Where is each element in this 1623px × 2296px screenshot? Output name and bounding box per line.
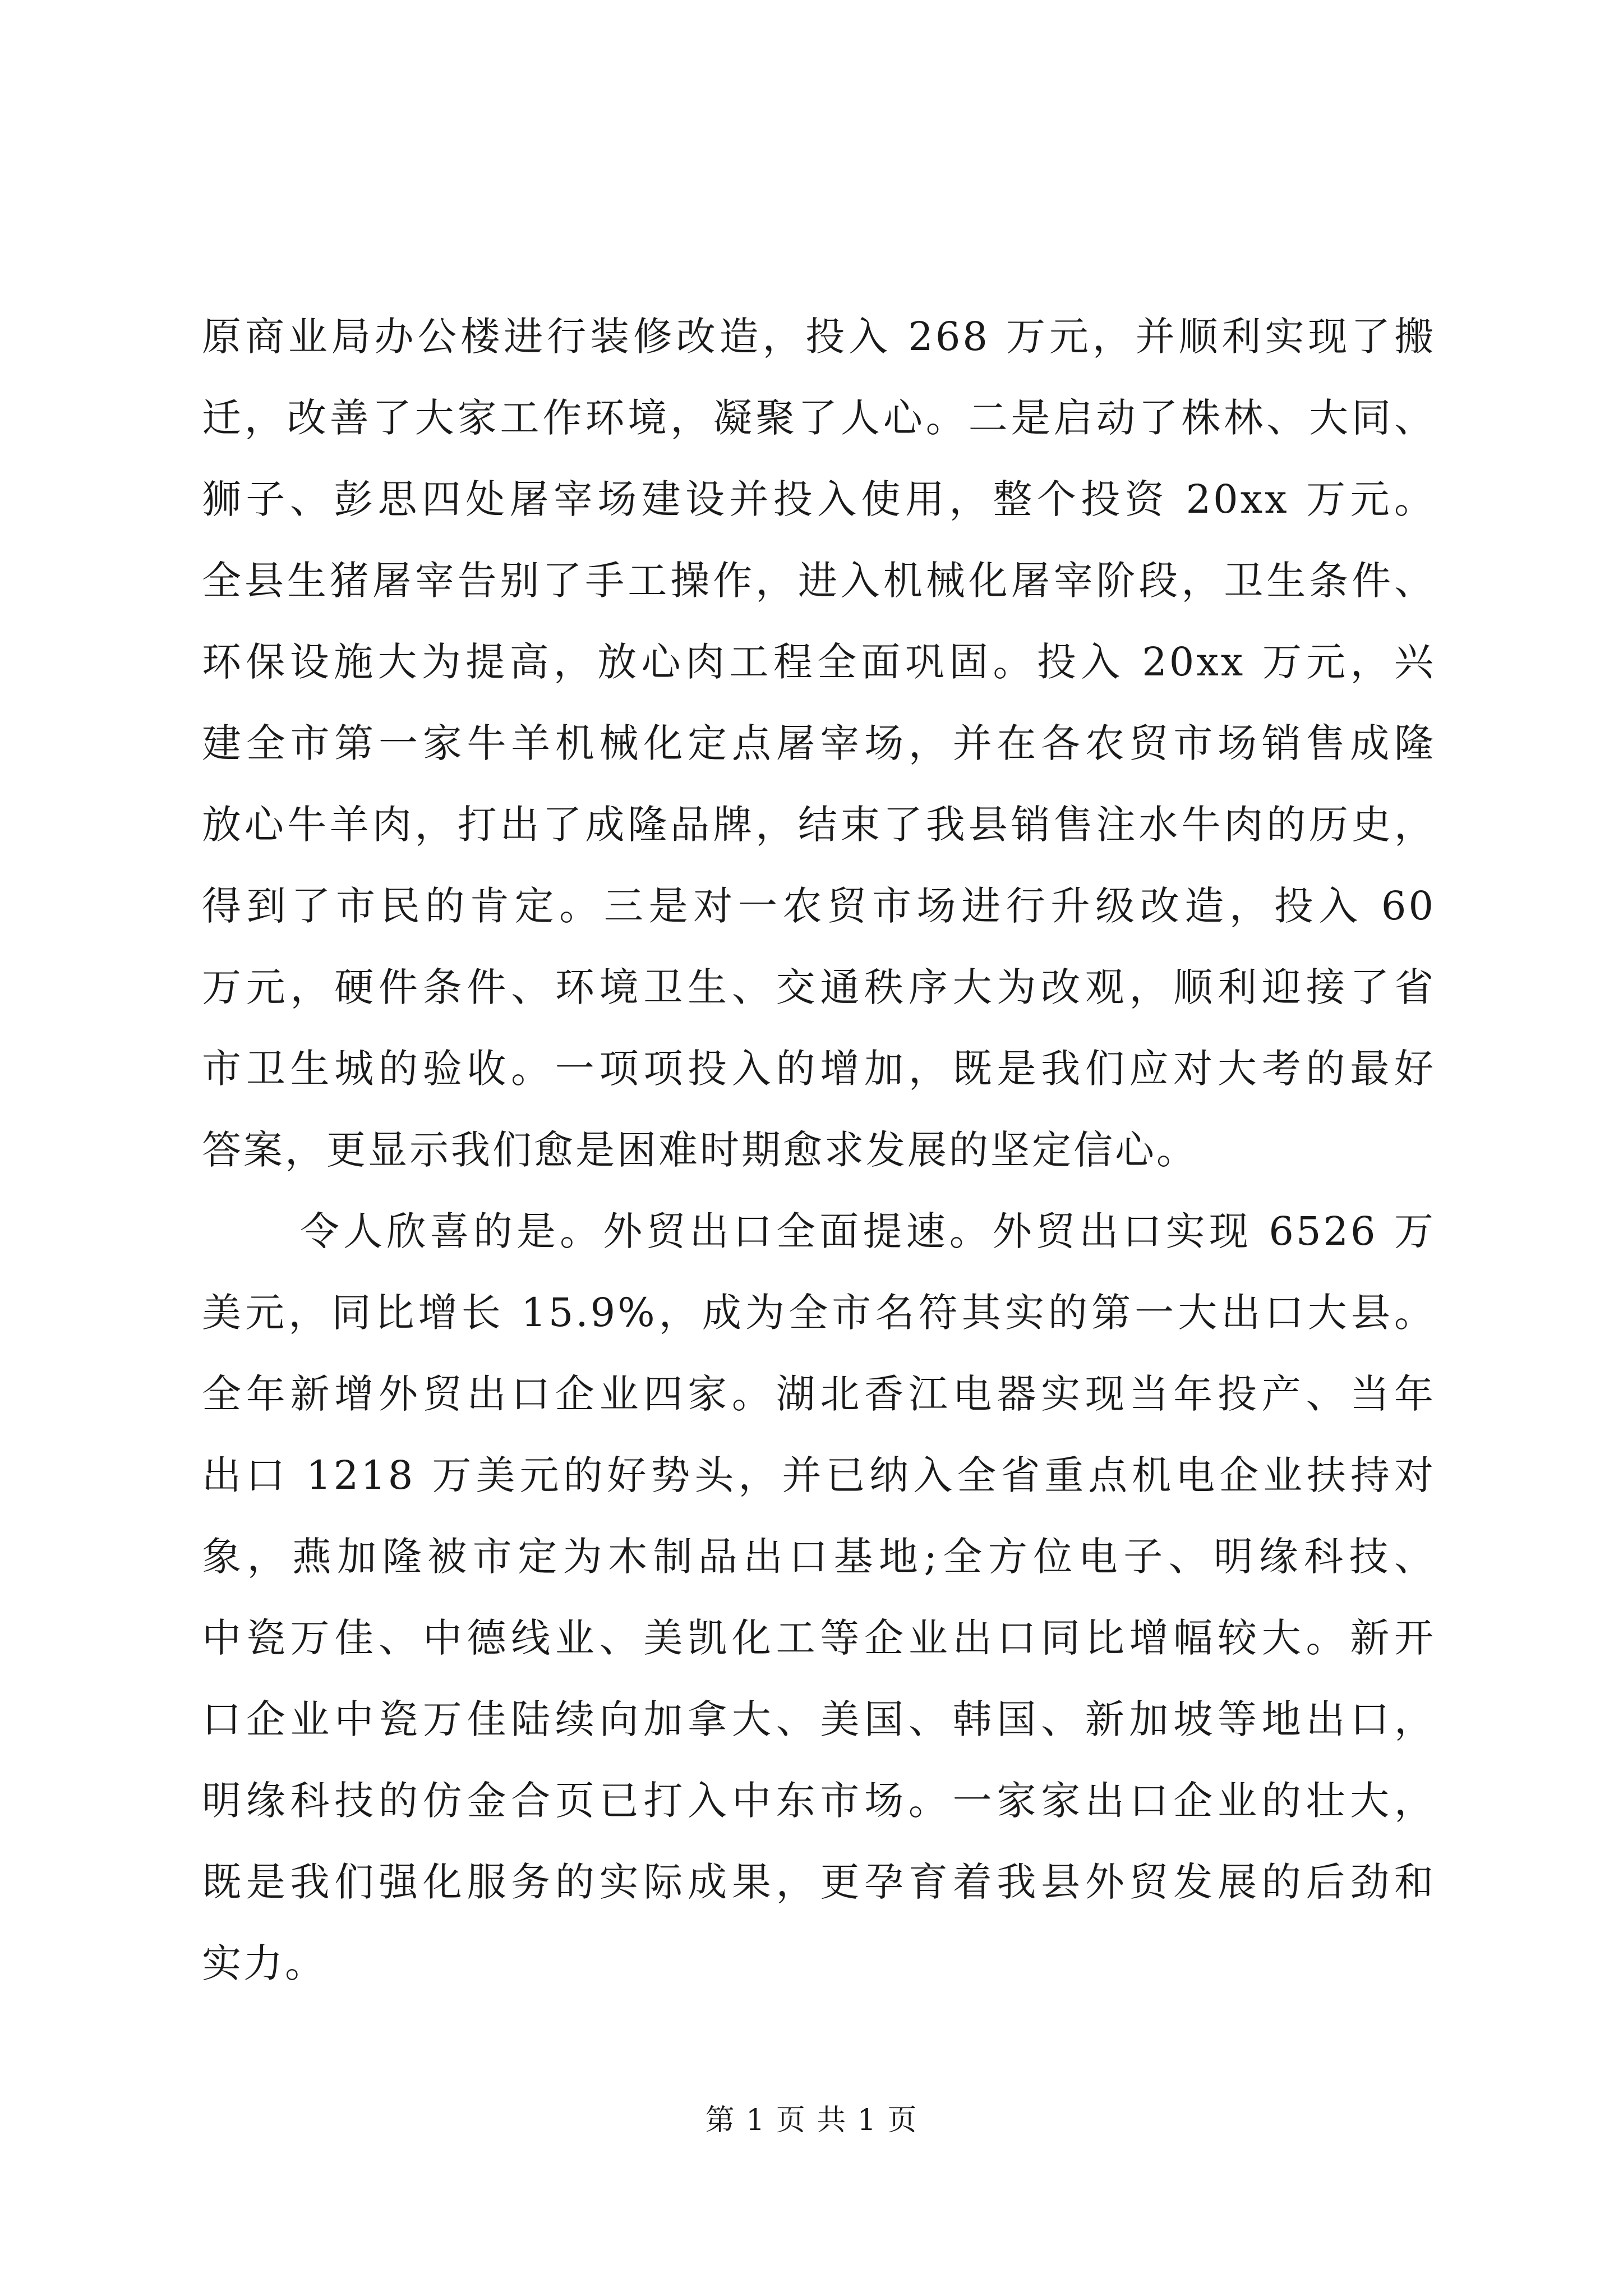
text-line: 令人欣喜的是。外贸出口全面提速。外贸出口实现 6526 万 xyxy=(300,1208,1436,1254)
text-line: 万元，硬件条件、环境卫生、交通秩序大为改观，顺利迎接了省 xyxy=(202,964,1436,1010)
text-line: 美元，同比增长 15.9%，成为全市名符其实的第一大出口大县。 xyxy=(202,1290,1436,1336)
text-line: 全县生猪屠宰告别了手工操作，进入机械化屠宰阶段，卫生条件、 xyxy=(202,558,1436,604)
text-line: 得到了市民的肯定。三是对一农贸市场进行升级改造，投入 60 xyxy=(202,883,1436,929)
text-line: 实力。 xyxy=(202,1940,326,1986)
text-line: 环保设施大为提高，放心肉工程全面巩固。投入 20xx 万元，兴 xyxy=(202,639,1436,685)
text-line: 迁，改善了大家工作环境，凝聚了人心。二是启动了株林、大同、 xyxy=(202,395,1436,441)
text-line: 建全市第一家牛羊机械化定点屠宰场，并在各农贸市场销售成隆 xyxy=(202,720,1436,766)
text-line: 答案，更显示我们愈是困难时期愈求发展的坚定信心。 xyxy=(202,1127,1198,1173)
text-line: 既是我们强化服务的实际成果，更孕育着我县外贸发展的后劲和 xyxy=(202,1859,1436,1905)
text-line: 狮子、彭思四处屠宰场建设并投入使用，整个投资 20xx 万元。 xyxy=(202,476,1436,522)
text-line: 出口 1218 万美元的好势头，并已纳入全省重点机电企业扶持对 xyxy=(202,1452,1436,1498)
text-line: 市卫生城的验收。一项项投入的增加，既是我们应对大考的最好 xyxy=(202,1046,1436,1092)
page-footer: 第 1 页 共 1 页 xyxy=(705,2104,918,2137)
text-line: 全年新增外贸出口企业四家。湖北香江电器实现当年投产、当年 xyxy=(202,1371,1436,1417)
text-line: 中瓷万佳、中德线业、美凯化工等企业出口同比增幅较大。新开 xyxy=(202,1615,1436,1661)
text-line: 原商业局办公楼进行装修改造，投入 268 万元，并顺利实现了搬 xyxy=(202,314,1436,360)
text-line: 放心牛羊肉，打出了成隆品牌，结束了我县销售注水牛肉的历史， xyxy=(202,802,1436,848)
text-line: 象，燕加隆被市定为木制品出口基地;全方位电子、明缘科技、 xyxy=(202,1534,1436,1580)
text-line: 明缘科技的仿金合页已打入中东市场。一家家出口企业的壮大， xyxy=(202,1778,1436,1824)
text-line: 口企业中瓷万佳陆续向加拿大、美国、韩国、新加坡等地出口， xyxy=(202,1696,1436,1742)
